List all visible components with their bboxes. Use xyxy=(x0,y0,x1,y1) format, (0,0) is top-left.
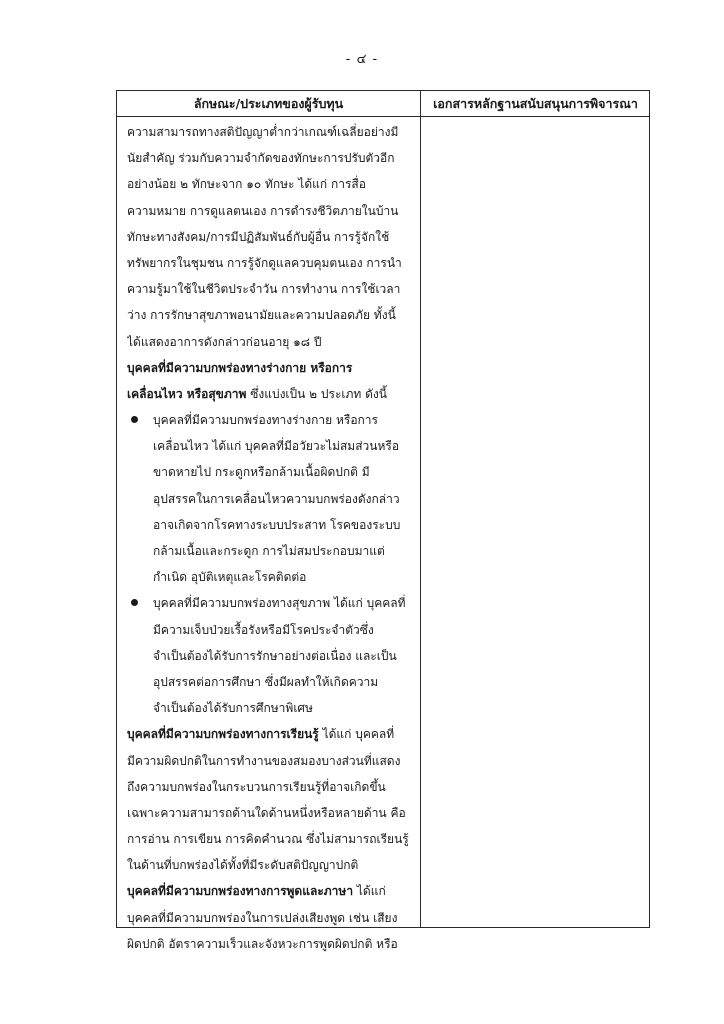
text-line: ความหมาย การดูแลตนเอง การดำรงชีวิตภายในบ้าน xyxy=(127,203,399,218)
bullet-item-physical xyxy=(127,407,415,433)
header-supporting-documents: เอกสารหลักฐานสนับสนุนการพิจารณา xyxy=(433,96,638,111)
text-line: อุปสรรคต่อการศึกษา ซึ่งมีผลทำให้เกิดความ xyxy=(153,674,379,689)
heading-rest-text: ซึ่งแบ่งเป็น ๒ ประเภท ดังนี้ xyxy=(246,386,387,401)
text-line: บุคคลที่มีความบกพร่องในการเปล่งเสียงพูด เช่น เสียง xyxy=(127,910,398,925)
text-line: การอ่าน การเขียน การคิดคำนวณ ซึ่งไม่สามารถเรียนรู้ xyxy=(127,832,409,847)
bullet-text: บุคคลที่มีความบกพร่องทางร่างกาย หรือการ xyxy=(153,413,378,428)
heading-physical-disability-cont xyxy=(127,381,415,407)
text-line: เคลื่อนไหว ได้แก่ บุคคลที่มีอวัยวะไม่สมส่วนหรือ xyxy=(153,439,400,454)
text-line: ผิดปกติ อัตราความเร็วและจังหวะการพูดผิดปกติ หรือ xyxy=(127,936,398,951)
text-line: ได้แสดงอาการดังกล่าวก่อนอายุ ๑๘ ปี xyxy=(127,334,322,349)
text-line: จำเป็นต้องได้รับการศึกษาพิเศษ xyxy=(153,701,313,716)
text-line: ทรัพยากรในชุมชน การรู้จักดูแลควบคุมตนเอง การนำ xyxy=(127,255,402,270)
bullet-item-health xyxy=(127,590,415,616)
text-line: ว่าง การรักษาสุขภาพอนามัยและความปลอดภัย ทั้งนี้ xyxy=(127,308,396,323)
page-number: - ๔ - xyxy=(345,52,379,67)
text-line: ขาดหายไป กระดูกหรือกล้ามเนื้อผิดปกติ มี xyxy=(153,465,370,480)
heading-learning-disability xyxy=(127,721,415,747)
heading-physical-disability: บุคคลที่มีความบกพร่องทางร่างกาย หรือการ xyxy=(127,360,353,375)
bullet-text: บุคคลที่มีความบกพร่องทางสุขภาพ ได้แก่ บุคคลที่ xyxy=(153,596,406,611)
text-line: ความรู้มาใช้ในชีวิตประจำวัน การทำงาน การใช้เวลา xyxy=(127,282,401,297)
text-line: อาจเกิดจากโรคทางระบบประสาท โรคของระบบ xyxy=(153,517,401,532)
heading-rest-text: ได้แก่ บุคคลที่ xyxy=(318,727,395,742)
text-line: กำเนิด อุบัติเหตุและโรคติดต่อ xyxy=(153,570,307,585)
text-line: ถึงความบกพร่องในกระบวนการเรียนรู้ที่อาจเกิดขึ้น xyxy=(127,779,386,794)
heading-rest-text: ได้แก่ xyxy=(353,884,386,899)
text-line: ในด้านที่บกพร่องได้ทั้งที่มีระดับสติปัญญาปกติ xyxy=(127,858,359,873)
column-divider xyxy=(420,91,421,927)
text-line: มีความเจ็บป่วยเรื้อรังหรือมีโรคประจำตัวซึ่ง xyxy=(153,622,374,637)
text-line: อุปสรรคในการเคลื่อนไหวความบกพร่องดังกล่าว xyxy=(153,491,400,506)
bullet-icon xyxy=(131,416,138,423)
heading-bold-text: บุคคลที่มีความบกพร่องทางการพูดและภาษา xyxy=(127,884,354,899)
text-line: กล้ามเนื้อและกระดูก การไม่สมประกอบมาแต่ xyxy=(153,544,385,558)
heading-bold-text: บุคคลที่มีความบกพร่องทางการเรียนรู้ xyxy=(127,727,319,742)
text-line: นัยสำคัญ ร่วมกับความจำกัดของทักษะการปรับตัวอีก xyxy=(127,151,395,166)
text-line: มีความผิดปกติในการทำงานของสมองบางส่วนที่แสดง xyxy=(127,753,401,768)
header-recipient-type: ลักษณะ/ประเภทของผู้รับทุน xyxy=(193,96,344,111)
text-line: อย่างน้อย ๒ ทักษะจาก ๑๐ ทักษะ ได้แก่ การสื่อ xyxy=(127,177,366,192)
recipient-type-cell xyxy=(127,119,415,957)
heading-bold-text: เคลื่อนไหว หรือสุขภาพ xyxy=(127,386,247,401)
criteria-table xyxy=(116,90,650,951)
bullet-icon xyxy=(131,599,138,606)
text-line: จำเป็นต้องได้รับการรักษาอย่างต่อเนื่อง และเป็น xyxy=(153,648,397,663)
text-line: ทักษะทางสังคม/การมีปฏิสัมพันธ์กับผู้อื่น การรู้จักใช้ xyxy=(127,229,390,244)
text-line: เฉพาะความสามารถด้านใดด้านหนึ่งหรือหลายด้าน คือ xyxy=(127,805,406,820)
table-header-row xyxy=(117,91,649,117)
text-line: ความสามารถทางสติปัญญาต่ำกว่าเกณฑ์เฉลี่ยอย่างมี xyxy=(127,125,399,139)
heading-speech-language-disability xyxy=(127,878,415,904)
